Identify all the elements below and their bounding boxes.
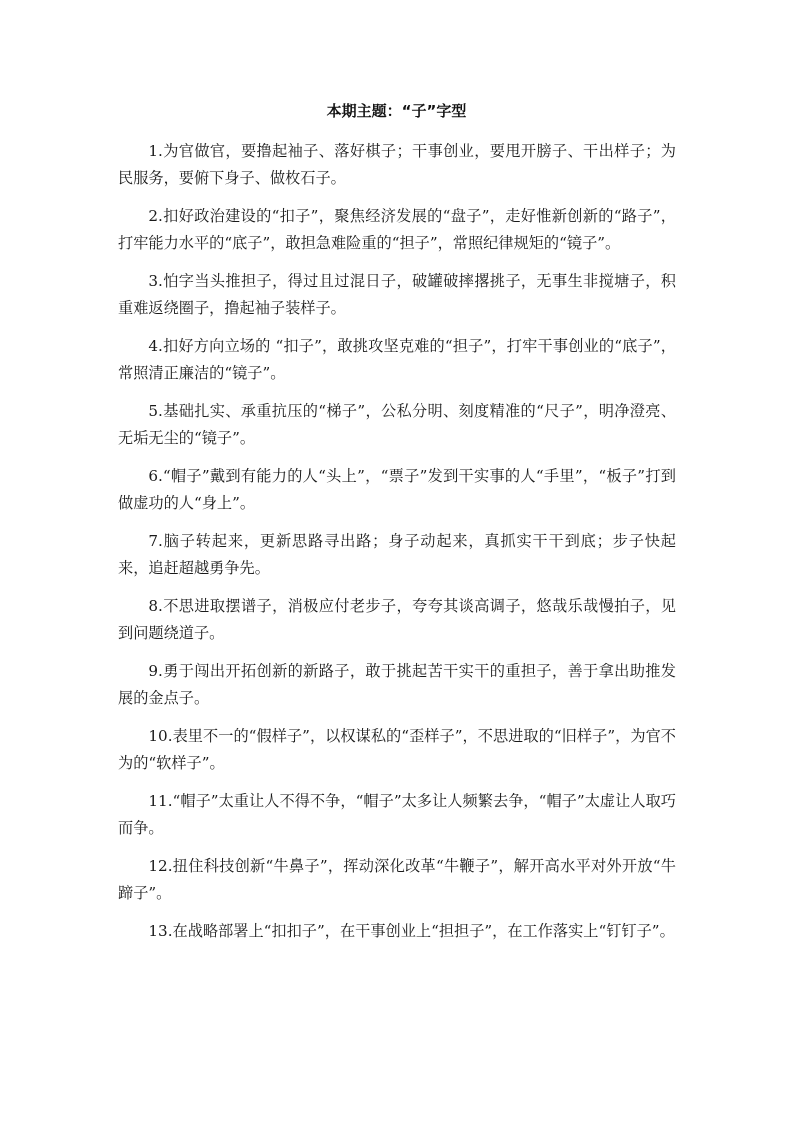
paragraph-13: 13.在战略部署上“扣扣子”，在干事创业上“担担子”，在工作落实上“钉钉子”。 <box>148 922 675 940</box>
paragraph-4: 4.扣好方向立场的 “扣子”，敢挑攻坚克难的“担子”，打牢干事创业的“底子”，常照清正廉洁的“镜子”。 <box>118 337 676 382</box>
paragraph-8: 8.不思进取摆谱子，消极应付老步子，夸夸其谈高调子，悠哉乐哉慢拍子，见到问题绕道子。 <box>118 597 676 642</box>
paragraph-6: 6.“帽子”戴到有能力的人“头上”，“票子”发到干实事的人“手里”，“板子”打到做虚功的人“身上”。 <box>118 467 676 512</box>
document-body <box>118 138 676 956</box>
paragraph-10: 10.表里不一的“假样子”，以权谋私的“歪样子”，不思进取的“旧样子”，为官不为的“软样子”。 <box>118 727 676 772</box>
paragraph-7: 7.脑子转起来，更新思路寻出路；身子动起来，真抓实干干到底；步子快起来，追赶超越勇争先。 <box>118 532 676 577</box>
paragraph-9: 9.勇于闯出开拓创新的新路子，敢于挑起苦干实干的重担子，善于拿出助推发展的金点子。 <box>118 662 676 707</box>
paragraph-5: 5.基础扎实、承重抗压的“梯子”，公私分明、刻度精准的“尺子”，明净澄亮、无垢无尘的“镜子”。 <box>118 402 676 447</box>
paragraph-2: 2.扣好政治建设的“扣子”，聚焦经济发展的“盘子”，走好惟新创新的“路子”，打牢能力水平的“底子”，敢担急难险重的“担子”，常照纪律规矩的“镜子”。 <box>118 207 676 252</box>
paragraph-12: 12.扭住科技创新“牛鼻子”，挥动深化改革“牛鞭子”，解开高水平对外开放“牛蹄子”。 <box>118 857 676 902</box>
document-title: 本期主题：“子”字型 <box>326 102 467 120</box>
paragraph-3: 3.怕字当头推担子，得过且过混日子，破罐破摔撂挑子，无事生非搅塘子，积重难返绕圈子，撸起袖子装样子。 <box>118 272 676 317</box>
paragraph-11: 11.“帽子”太重让人不得不争，“帽子”太多让人频繁去争，“帽子”太虚让人取巧而争。 <box>118 792 676 837</box>
paragraph-1: 1.为官做官，要撸起袖子、落好棋子；干事创业，要甩开膀子、干出样子；为民服务，要俯下身子、做枚石子。 <box>118 142 676 187</box>
